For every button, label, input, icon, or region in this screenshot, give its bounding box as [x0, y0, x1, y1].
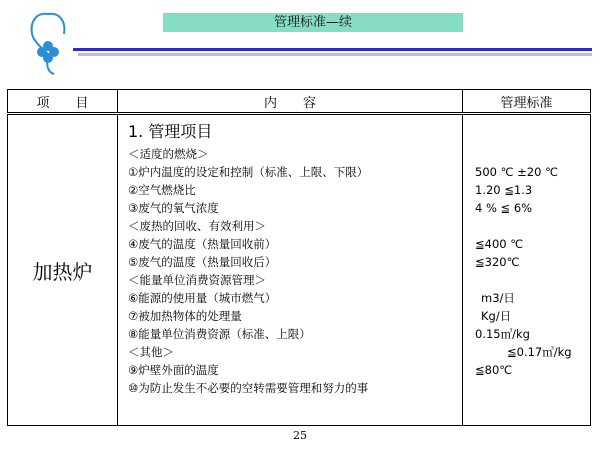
standard-value: 0.15㎥/kg	[475, 327, 530, 341]
content-line: ⑨炉壁外面的温度	[128, 363, 219, 377]
content-line: ＜其他＞	[128, 345, 174, 359]
page-number: 25	[293, 429, 307, 442]
content-line: ⑤废气的温度（热量回收后）	[128, 255, 277, 269]
standard-value: 500 ℃ ±20 ℃	[475, 165, 559, 179]
standard-value: ≦400 ℃	[475, 237, 524, 251]
header-content: 内 容	[118, 90, 463, 114]
header-standard: 管理标准	[463, 90, 591, 114]
management-standard-table	[7, 89, 591, 426]
standard-value: 4 % ≦ 6%	[475, 201, 533, 215]
title-rule-shadow	[78, 53, 592, 56]
clover-logo	[18, 8, 78, 78]
content-cell	[118, 114, 463, 426]
header-item: 项 目	[8, 90, 118, 114]
section-title: 1. 管理项目	[128, 122, 213, 141]
content-line: ＜废热的回收、有效利用＞	[128, 219, 266, 233]
page-title: 管理标准—续	[163, 13, 463, 32]
content-line: ⑧能量单位消费资源（标准、上限）	[128, 327, 311, 341]
standard-value: ≦0.17㎥/kg	[507, 345, 572, 359]
content-line: ⑩为防止发生不必要的空转需要管理和努力的事	[128, 381, 369, 395]
title-rule	[73, 48, 592, 51]
standard-value: ≦320℃	[475, 255, 520, 269]
content-line: ①炉内温度的设定和控制（标准、上限、下限）	[128, 165, 369, 179]
content-line: ＜适度的燃烧＞	[128, 147, 209, 161]
item-cell: 加热炉	[8, 114, 118, 426]
content-line: ⑥能源的使用量（城市燃气）	[128, 291, 277, 305]
content-line: ④废气的温度（热量回收前）	[128, 237, 277, 251]
content-line: ＜能量单位消费资源管理＞	[128, 273, 266, 287]
standard-value: 1.20 ≦1.3	[475, 183, 533, 197]
content-line: ②空气燃烧比	[128, 183, 196, 197]
content-line: ⑦被加热物体的处理量	[128, 309, 242, 323]
standard-value: ≦80℃	[475, 363, 513, 377]
standard-cell	[463, 114, 591, 426]
content-line: ③废气的氧气浓度	[128, 201, 219, 215]
standard-value: m3/日	[481, 291, 515, 305]
standard-value: Kg/日	[481, 309, 512, 323]
